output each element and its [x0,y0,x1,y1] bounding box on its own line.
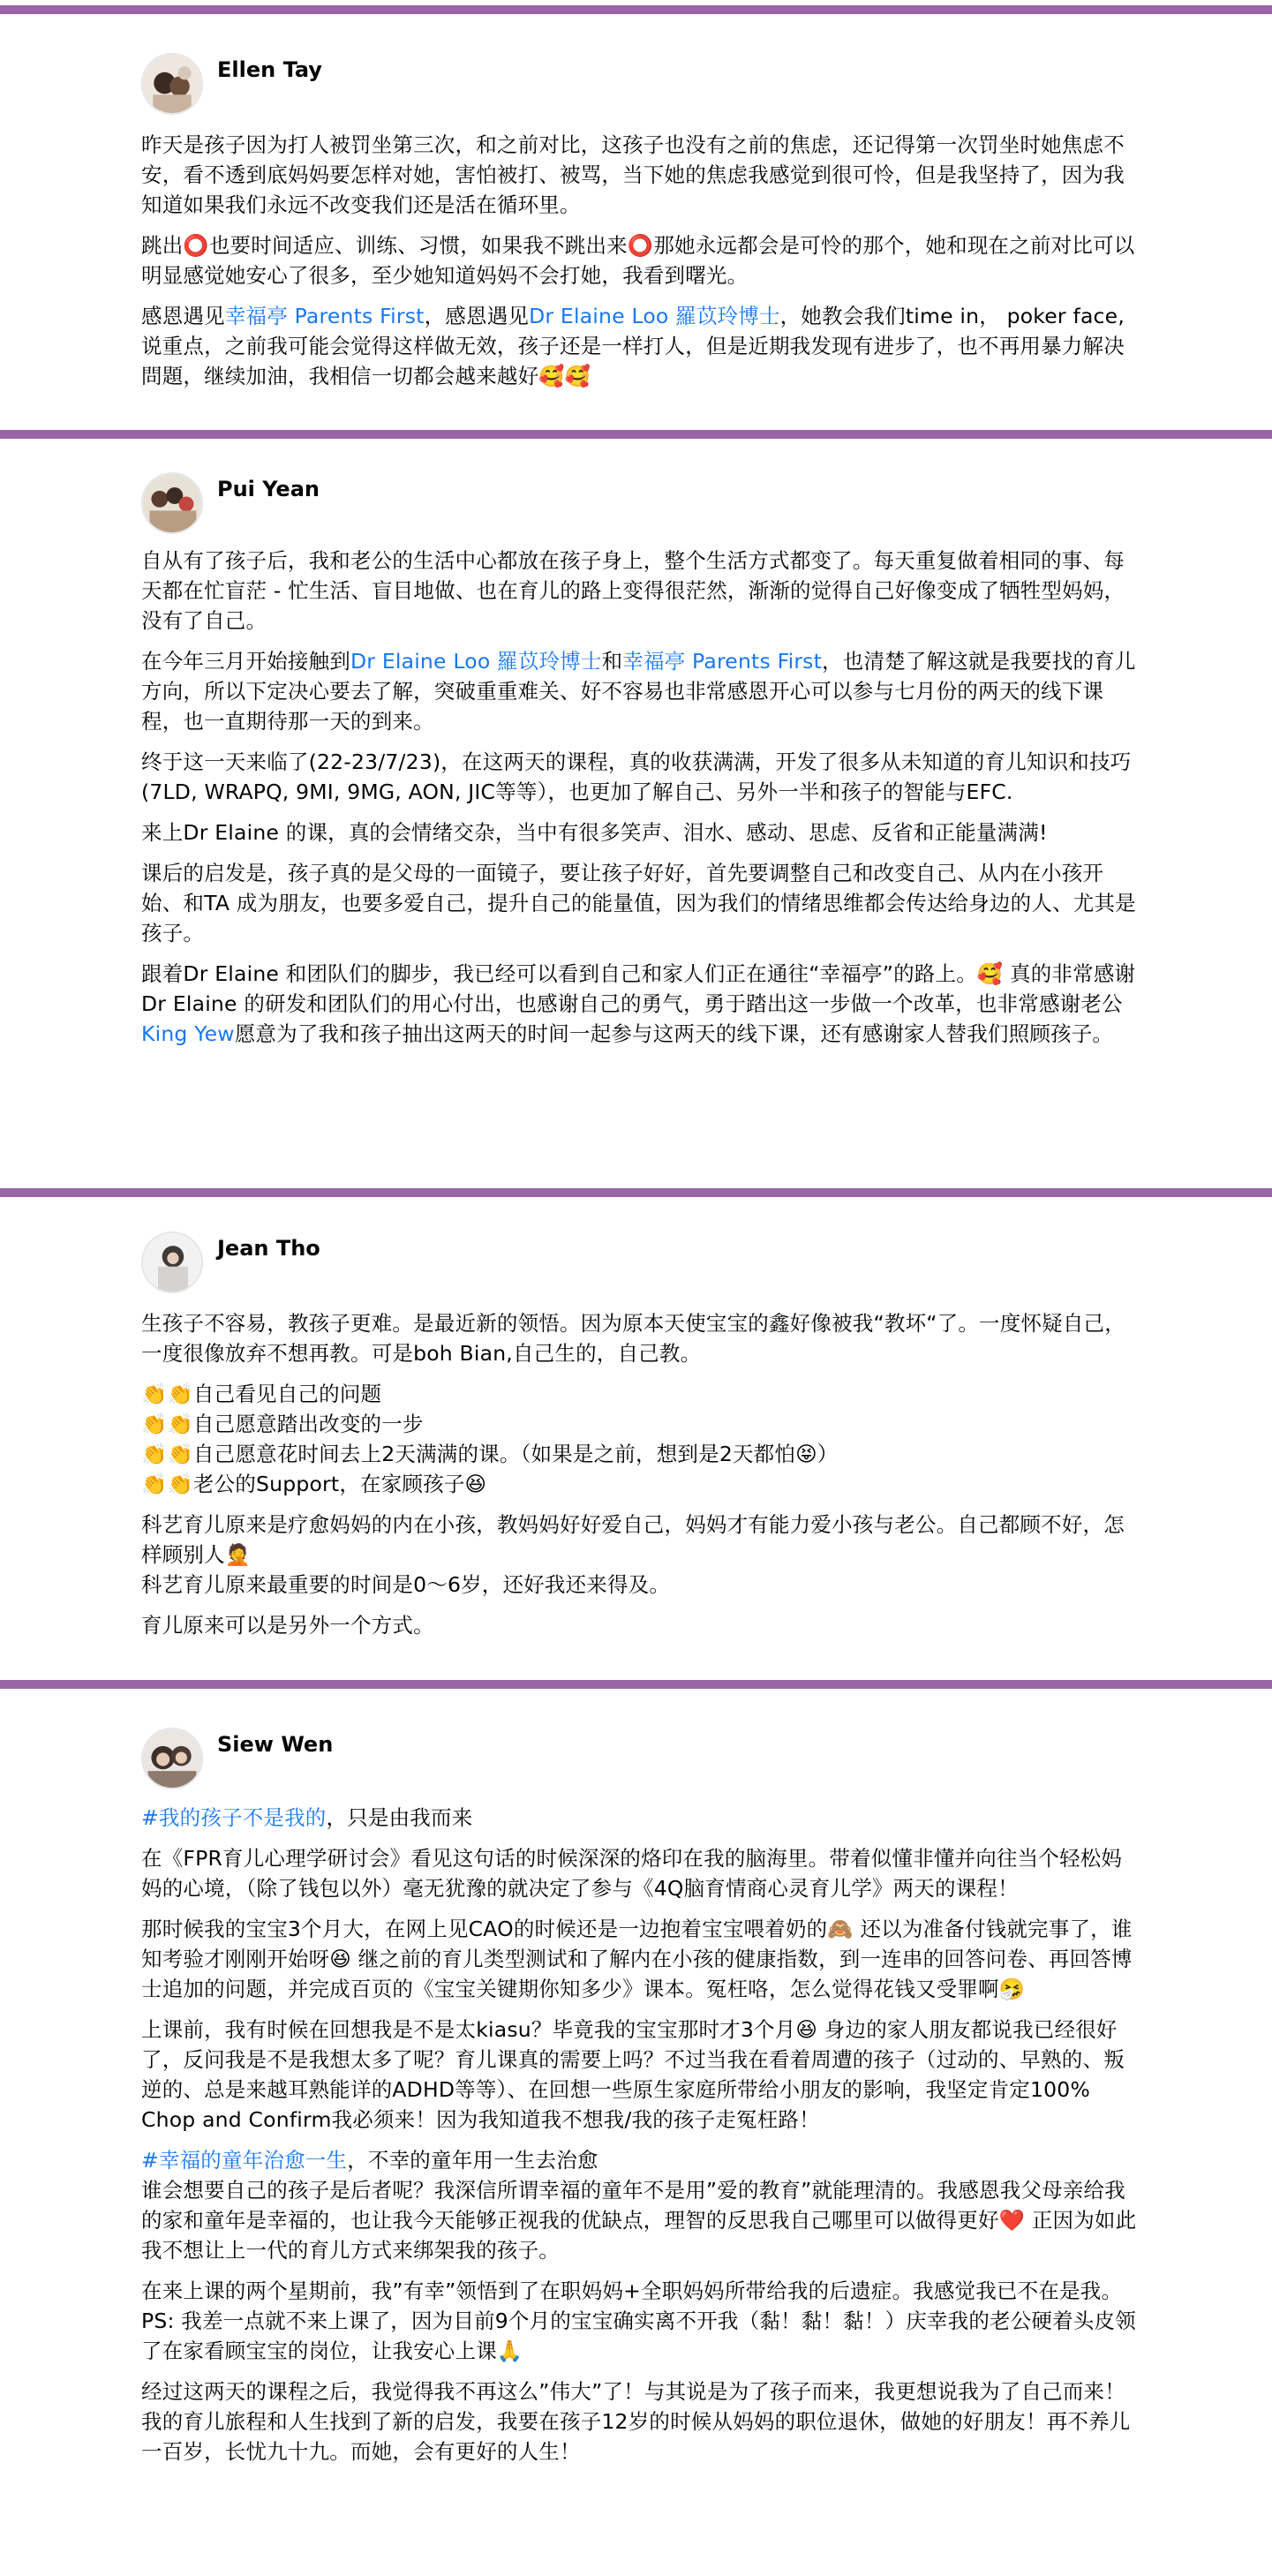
paragraph-text: 和 [601,649,623,674]
mention-link[interactable]: Dr Elaine Loo 羅苡玲博士 [350,649,602,674]
post-body [141,546,1140,1049]
paragraph-text: 经过这两天的课程之后，我觉得我不再这么”伟大”了！与其说是为了孩子而来，我更想说我为了自己而来！我的育儿旅程和人生找到了新的启发，我要在孩子12岁的时候从妈妈的职位退休，做她的好朋友！再不养儿一百岁，长忧九十九。而她，会有更好的人生！ [141,2379,1131,2464]
post-paragraph [141,230,1140,290]
avatar-photo-icon [143,1729,201,1788]
paragraph-text: ，感恩遇见 [424,304,530,328]
avatar[interactable] [141,1232,203,1293]
paragraph-text: 跟着Dr Elaine 和团队们的脚步，我已经可以看到自己和家人们正在通往“幸福亭”的路上。🥰 真的非常感谢Dr Elaine 的研发和团队们的用心付出，也感谢自己的勇气，勇于踏出这一步做一个改革，也非常感谢老公 [141,961,1136,1016]
mention-link[interactable]: #幸福的童年治愈一生 [141,2148,348,2173]
post-paragraph [141,301,1140,391]
testimonial-post [0,53,1272,391]
paragraph-text: 感恩遇见 [141,304,225,328]
paragraph-text: ，也清楚了解这就是我要找的育儿方向，所以下定决心要去了解，突破重重难关、好不容易也非常感恩开心可以参与七月份的两天的线下课程，也一直期待那一天的到来。 [141,649,1136,734]
paragraph-text: 在《FPR育儿心理学研讨会》看见这句话的时候深深的烙印在我的脑海里。带着似懂非懂并向往当个轻松妈妈的心境，（除了钱包以外）毫无犹豫的就决定了参与《4Q脑育情商心灵育儿学》两天的课程！ [141,1846,1123,1901]
mention-link[interactable]: 幸福亭 Parents First [224,304,425,328]
post-paragraph [141,858,1140,948]
paragraph-text: 上课前，我有时候在回想我是不是太kiasu？毕竟我的宝宝那时才3个月😆 身边的家人朋友都说我已经很好了，反问我是不是我想太多了呢？育儿课真的需要上吗？不过当我在看着周遭的孩子（过动的、早熟的、叛逆的、总是来越耳熟能详的ADHD等等）、在回想一些原生家庭所带给小朋友的影响，我坚定肯定100% Chop and Confirm我必须来！因为我知道我不想我/我的孩子走冤枉路！ [141,2017,1125,2132]
author-name[interactable]: Siew Wen [217,1732,334,1757]
paragraph-text: 课后的启发是，孩子真的是父母的一面镜子，要让孩子好好，首先要调整自己和改变自己、从内在小孩开始、和TA 成为朋友，也要多爱自己，提升自己的能量值，因为我们的情绪思维都会传达给身边的人、尤其是孩子。 [141,861,1136,945]
post-paragraph [141,1510,1140,1600]
mention-link[interactable]: 幸福亭 Parents First [622,649,823,674]
paragraph-text: 跳出⭕也要时间适应、训练、习惯，如果我不跳出来⭕那她永远都会是可怜的那个，她和现在之前对比可以明显感觉她安心了很多，至少她知道妈妈不会打她，我看到曙光。 [141,233,1135,288]
section-divider [0,430,1272,439]
paragraph-text: ，只是由我而来 [326,1805,473,1830]
avatar[interactable] [141,53,203,115]
paragraph-text: 自从有了孩子后，我和老公的生活中心都放在孩子身上，整个生活方式都变了。每天重复做着相同的事、每天都在忙盲茫 - 忙生活、盲目地做、也在育儿的路上变得很茫然，渐渐的觉得自己好像变成了牺牲型妈妈，没有了自己。 [141,548,1125,633]
post-paragraph [141,1610,1140,1640]
author-name[interactable]: Ellen Tay [217,57,322,82]
paragraph-text: ，她教会我们time in， poker face, 说重点，之前我可能会觉得这样做无效，孩子还是一样打人，但是近期我发现有进步了，也不再用暴力解决問題，继续加油，我相信一切都会越来越好🥰🥰 [141,304,1125,388]
testimonial-post [0,1728,1272,2467]
post-paragraph [141,959,1140,1049]
paragraph-text: 育儿原来可以是另外一个方式。 [141,1613,434,1638]
post-paragraph [141,1308,1140,1368]
testimonial-post [0,1232,1272,1640]
post-paragraph [141,646,1140,736]
paragraph-text: 👏👏自己看见自己的问题 👏👏自己愿意踏出改变的一步 👏👏自己愿意花时间去上2天满满的课。（如果是之前，想到是2天都怕😝） 👏👏老公的Support，在家顾孩子😆 [141,1382,839,1496]
post-paragraph [141,817,1140,847]
paragraph-text: 在来上课的两个星期前，我”有幸”领悟到了在职妈妈+全职妈妈所带给我的后遗症。我感觉我已不在是我。PS: 我差一点就不来上课了，因为目前9个月的宝宝确实离不开我（黏！黏！黏！）庆幸我的老公硬着头皮领了在家看顾宝宝的岗位，让我安心上课🙏 [141,2278,1136,2363]
paragraph-text: 生孩子不容易，教孩子更难。是最近新的领悟。因为原本天使宝宝的鑫好像被我“教坏“了。一度怀疑自己，一度很像放弃不想再教。可是boh Bian,自己生的，自己教。 [141,1311,1125,1366]
section-divider [0,1188,1272,1197]
avatar-photo-icon [143,1233,201,1292]
paragraph-text: 昨天是孩子因为打人被罚坐第三次，和之前对比，这孩子也没有之前的焦虑，还记得第一次罚坐时她焦虑不安，看不透到底妈妈要怎样对她，害怕被打、被骂，当下她的焦虑我感觉到很可怜，但是我坚持了，因为我知道如果我们永远不改变我们还是活在循环里。 [141,132,1125,217]
avatar-photo-icon [143,474,201,532]
post-header [141,1728,1140,1793]
post-body [141,1803,1140,2467]
post-header [141,53,1140,118]
post-paragraph [141,2145,1140,2265]
mention-link[interactable]: #我的孩子不是我的 [141,1805,327,1830]
post-body [141,1308,1140,1640]
author-name[interactable]: Jean Tho [217,1236,320,1261]
paragraph-text: 科艺育儿原来是疗愈妈妈的内在小孩，教妈妈好好爱自己，妈妈才有能力爱小孩与老公。自己都顾不好，怎样顾别人🤦 科艺育儿原来最重要的时间是0～6岁，还好我还来得及。 [141,1512,1125,1597]
section-divider [0,5,1272,14]
mention-link[interactable]: Dr Elaine Loo 羅苡玲博士 [529,304,780,328]
post-paragraph [141,1803,1140,1833]
paragraph-text: 在今年三月开始接触到 [141,649,350,674]
post-paragraph [141,747,1140,807]
paragraph-text: 那时候我的宝宝3个月大，在网上见CAO的时候还是一边抱着宝宝喂着奶的🙈 还以为准备付钱就完事了，谁知考验才刚刚开始呀😆 继之前的育儿类型测试和了解内在小孩的健康指数，到一连串的回答问卷、再回答博士追加的问题，并完成百页的《宝宝关键期你知多少》课本。冤枉咯，怎么觉得花钱又受罪啊🤧 [141,1917,1133,2001]
post-paragraph [141,1914,1140,2004]
post-paragraph [141,2015,1140,2135]
avatar[interactable] [141,1728,203,1789]
paragraph-text: 终于这一天来临了(22-23/7/23)，在这两天的课程，真的收获满满，开发了很多从未知道的育儿知识和技巧(7LD, WRAPQ, 9MI, 9MG, AON, JIC等等），也更加了解自己、另外一半和孩子的智能与EFC. [141,749,1132,804]
post-paragraph [141,130,1140,220]
post-paragraph [141,1843,1140,1903]
avatar-photo-icon [143,55,201,113]
post-header [141,472,1140,538]
section-divider [0,1680,1272,1689]
post-body [141,130,1140,391]
author-name[interactable]: Pui Yean [217,477,320,501]
mention-link[interactable]: King Yew [141,1021,235,1046]
post-paragraph [141,546,1140,636]
paragraph-text: 愿意为了我和孩子抽出这两天的时间一起参与这两天的线下课，还有感谢家人替我们照顾孩子。 [234,1021,1114,1046]
post-paragraph [141,2276,1140,2366]
avatar[interactable] [141,472,203,534]
post-paragraph [141,1379,1140,1499]
post-paragraph [141,2376,1140,2467]
paragraph-text: ，不幸的童年用一生去治愈 谁会想要自己的孩子是后者呢？我深信所谓幸福的童年不是用”爱的教育”就能理清的。我感恩我父母亲给我的家和童年是幸福的，也让我今天能够正视我的优缺点，理智的反思我自己哪里可以做得更好❤️ 正因为如此我不想让上一代的育儿方式来绑架我的孩子。 [141,2148,1137,2263]
post-header [141,1232,1140,1297]
testimonial-post [0,472,1272,1049]
paragraph-text: 来上Dr Elaine 的课，真的会情绪交杂，当中有很多笑声、泪水、感动、思虑、反省和正能量满满! [141,820,1048,845]
